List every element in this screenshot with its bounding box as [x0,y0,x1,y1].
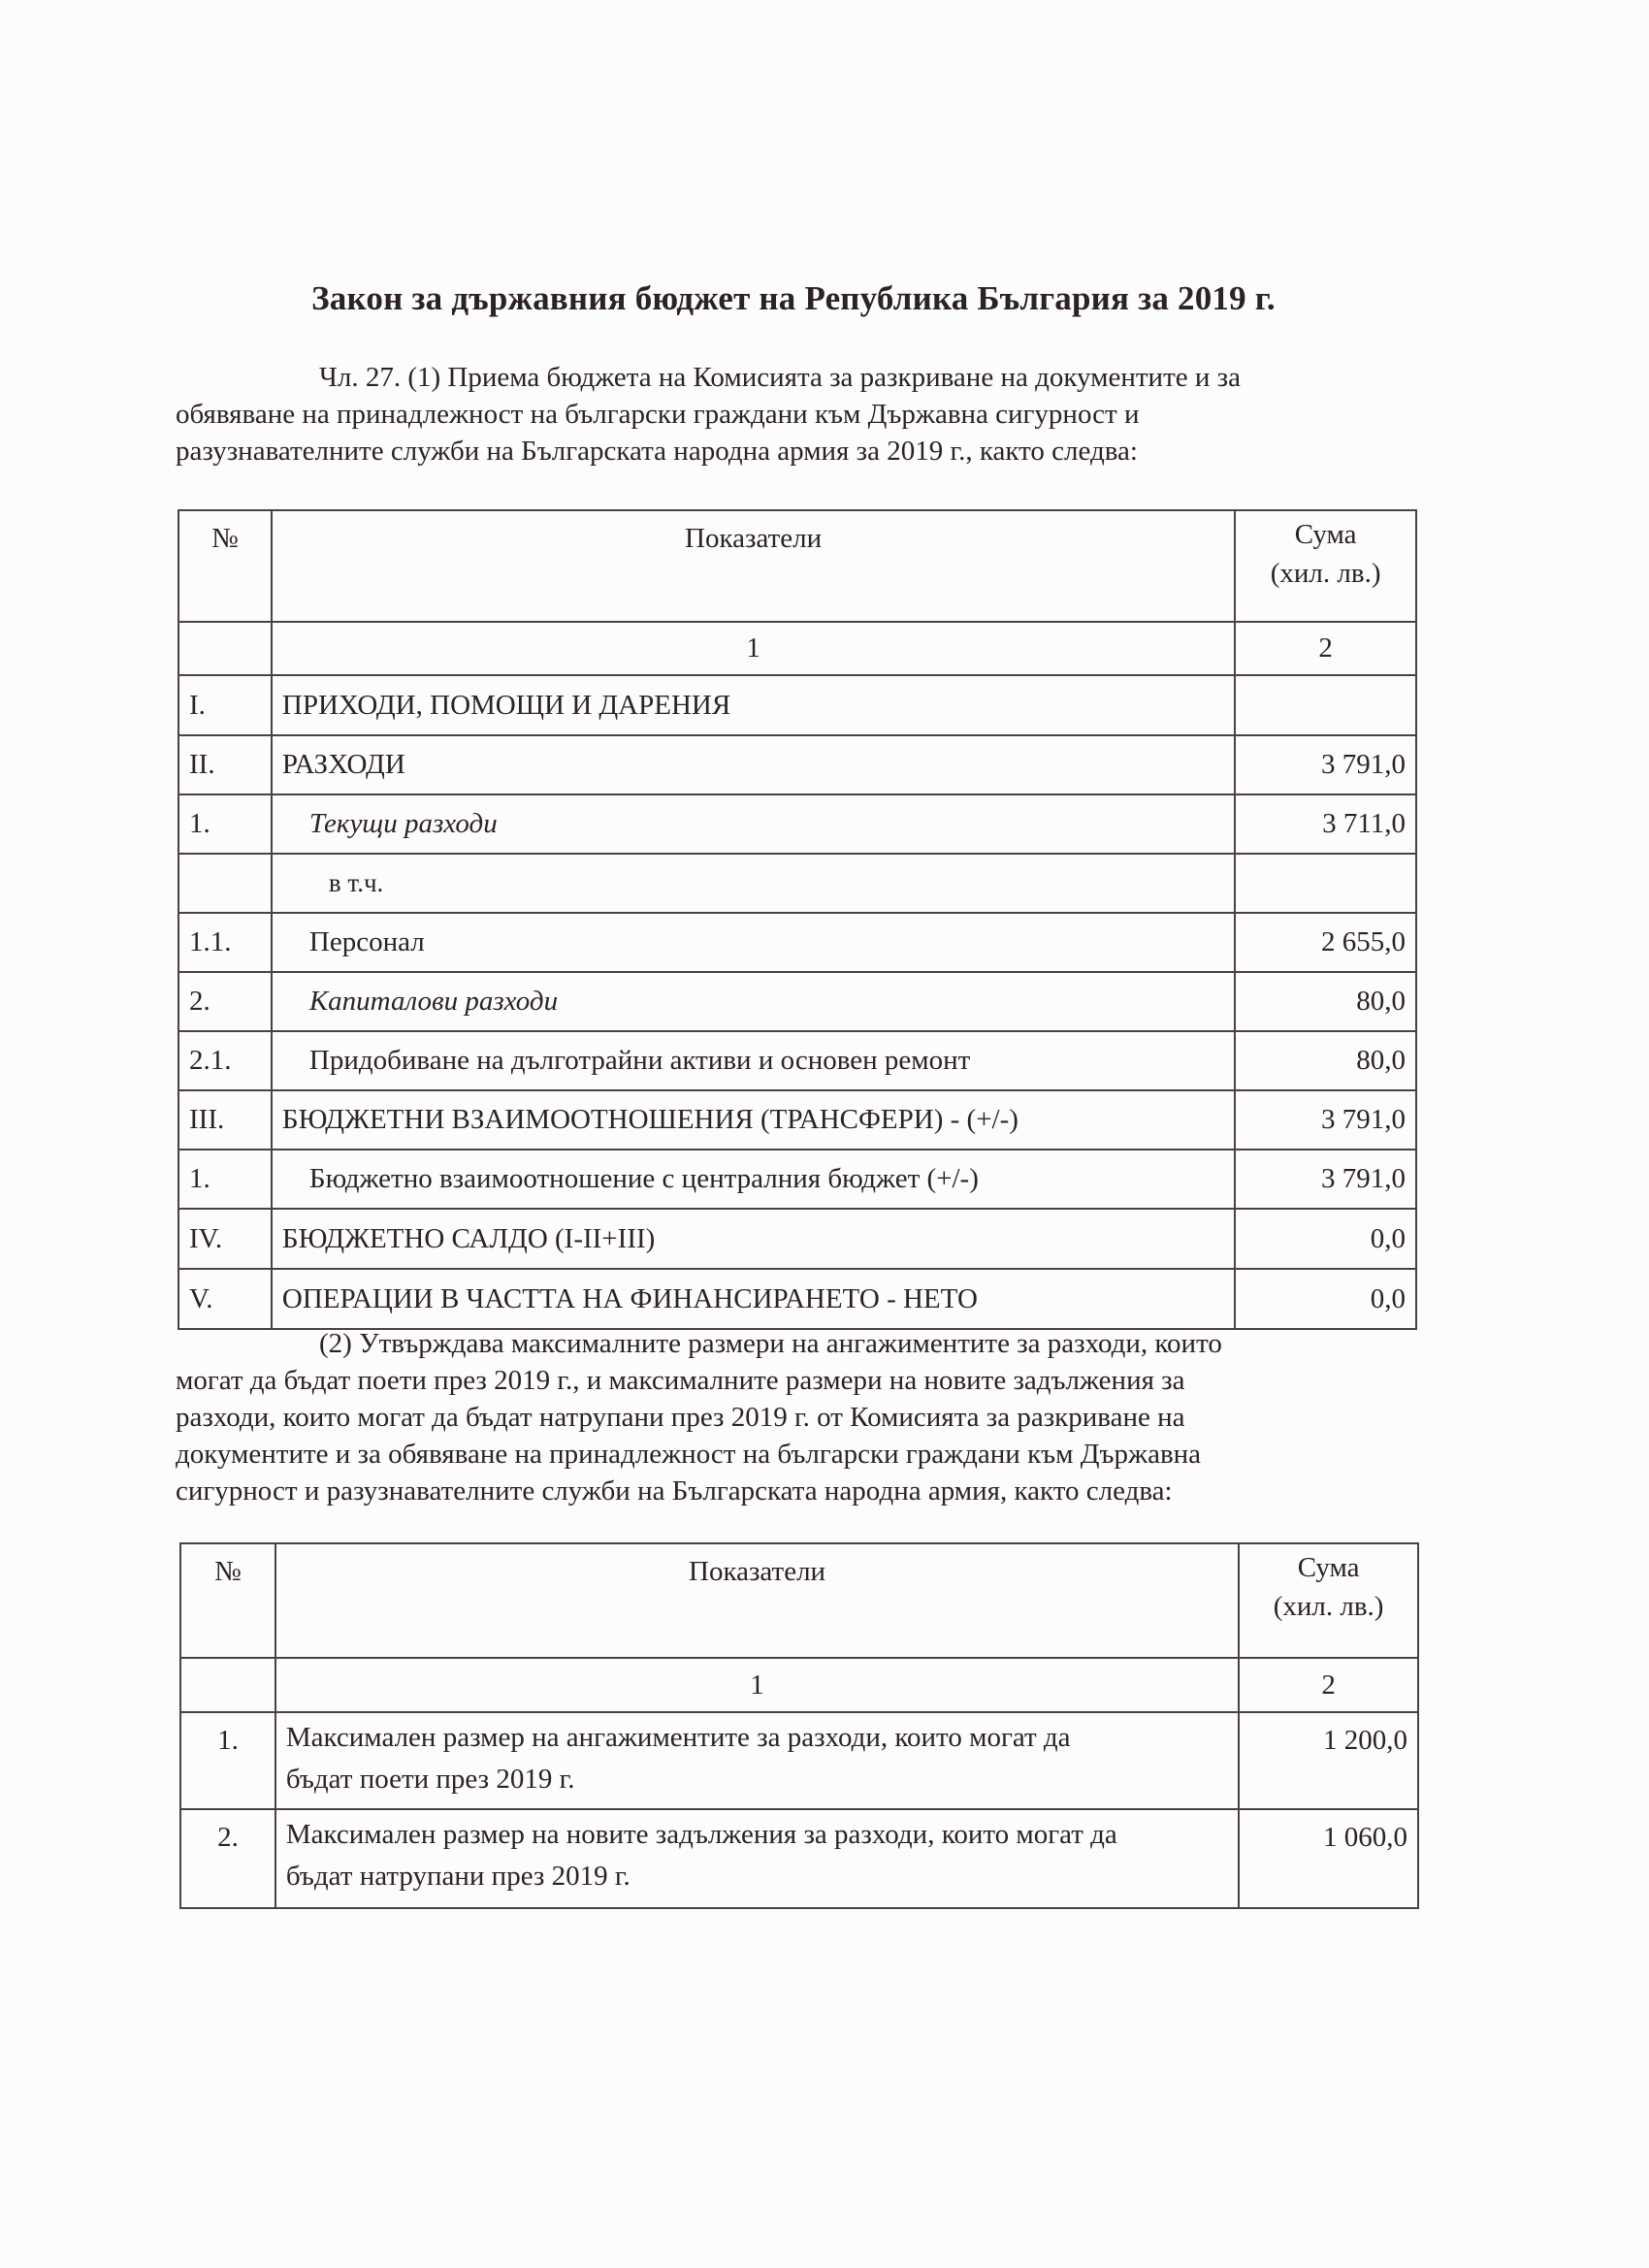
row-value: 3 791,0 [1235,1090,1416,1150]
table-row [178,854,1416,913]
paragraph-article-27-2 [176,1325,1414,1509]
paragraph-line: (2) Утвърждава максималните размери на ангажиментите за разходи, които [319,1328,1222,1359]
row-label: БЮДЖЕТНИ ВЗАИМООТНОШЕНИЯ (ТРАНСФЕРИ) - (+/-) [272,1090,1235,1150]
table-header-row [178,510,1416,622]
row-number: 1. [178,794,272,854]
paragraph-line: могат да бъдат поети през 2019 г., и максималните размери на новите задължения за [176,1365,1185,1396]
header-number: № [178,510,272,622]
row-value: 0,0 [1235,1269,1416,1329]
column-number-2: 2 [1239,1658,1418,1712]
row-value [1235,675,1416,735]
row-label: ПРИХОДИ, ПОМОЩИ И ДАРЕНИЯ [272,675,1235,735]
paragraph-article-27-1 [176,359,1414,470]
column-number-empty [178,622,272,675]
row-label-line: бъдат натрупани през 2019 г. [285,1861,630,1892]
row-value: 1 200,0 [1239,1712,1418,1809]
header-amount-label: Сума [1297,1552,1360,1583]
row-number: 2.1. [178,1031,272,1090]
table-row [178,913,1416,972]
table-row [178,735,1416,794]
document-title: Закон за държавния бюджет на Република България за 2019 г. [311,279,1276,317]
paragraph-line: документите и за обявяване на принадлежност на български граждани към Държавна [176,1439,1202,1470]
row-label: ОПЕРАЦИИ В ЧАСТТА НА ФИНАНСИРАНЕТО - НЕТО [272,1269,1235,1329]
column-number-1: 1 [272,622,1235,675]
row-value: 1 060,0 [1239,1809,1418,1908]
row-label-line: Максимален размер на новите задължения за разходи, които могат да [285,1819,1117,1850]
row-number: 2. [180,1809,275,1908]
row-label: Текущи разходи [272,794,1235,854]
paragraph-line: Чл. 27. (1) Приема бюджета на Комисията за разкриване на документите и за [319,362,1241,393]
row-number: I. [178,675,272,735]
row-value: 3 791,0 [1235,735,1416,794]
row-number: III. [178,1090,272,1150]
row-label: БЮДЖЕТНО САЛДО (I-II+III) [272,1209,1235,1269]
row-label: РАЗХОДИ [272,735,1235,794]
paragraph-line: обявяване на принадлежност на български граждани към Държавна сигурност и [176,399,1140,430]
table-row [178,794,1416,854]
row-number: 2. [178,972,272,1031]
row-label-line: Максимален размер на ангажиментите за разходи, които могат да [285,1722,1071,1753]
row-label: Персонал [272,913,1235,972]
row-value: 80,0 [1235,1031,1416,1090]
row-number: II. [178,735,272,794]
row-number [178,854,272,913]
table-row [178,1209,1416,1269]
row-number: 1. [180,1712,275,1809]
row-value: 2 655,0 [1235,913,1416,972]
table-row [178,972,1416,1031]
header-amount [1239,1543,1418,1658]
row-value [1235,854,1416,913]
row-number: 1. [178,1150,272,1209]
row-label: Придобиване на дълготрайни активи и основен ремонт [272,1031,1235,1090]
row-number: 1.1. [178,913,272,972]
commitments-table [179,1542,1419,1909]
header-amount [1235,510,1416,622]
row-number: V. [178,1269,272,1329]
row-label: в т.ч. [272,854,1235,913]
row-value: 3 711,0 [1235,794,1416,854]
column-number-1: 1 [275,1658,1239,1712]
header-amount-unit: (хил. лв.) [1270,558,1381,589]
column-number-row [180,1658,1418,1712]
table-row [178,1150,1416,1209]
row-label [275,1809,1239,1908]
paragraph-line: сигурност и разузнавателните служби на Българската народна армия, както следва: [176,1475,1173,1507]
header-indicators: Показатели [272,510,1235,622]
paragraph-line: разузнавателните служби на Българската народна армия за 2019 г., както следва: [176,436,1138,467]
header-amount-label: Сума [1294,519,1357,550]
row-label: Бюджетно взаимоотношение с централния бюджет (+/-) [272,1150,1235,1209]
table-row [180,1809,1418,1908]
header-number: № [180,1543,275,1658]
column-number-empty [180,1658,275,1712]
table-row [178,675,1416,735]
table-row [178,1090,1416,1150]
table-row [178,1031,1416,1090]
row-number: IV. [178,1209,272,1269]
budget-table [178,509,1417,1330]
table-header-row [180,1543,1418,1658]
table-row [178,1269,1416,1329]
header-indicators: Показатели [275,1543,1239,1658]
row-value: 80,0 [1235,972,1416,1031]
row-value: 3 791,0 [1235,1150,1416,1209]
row-label [275,1712,1239,1809]
header-amount-unit: (хил. лв.) [1273,1591,1384,1622]
table-row [180,1712,1418,1809]
paragraph-line: разходи, които могат да бъдат натрупани през 2019 г. от Комисията за разкриване на [176,1402,1185,1433]
row-label-line: бъдат поети през 2019 г. [285,1764,575,1795]
row-value: 0,0 [1235,1209,1416,1269]
row-label: Капиталови разходи [272,972,1235,1031]
column-number-2: 2 [1235,622,1416,675]
column-number-row [178,622,1416,675]
